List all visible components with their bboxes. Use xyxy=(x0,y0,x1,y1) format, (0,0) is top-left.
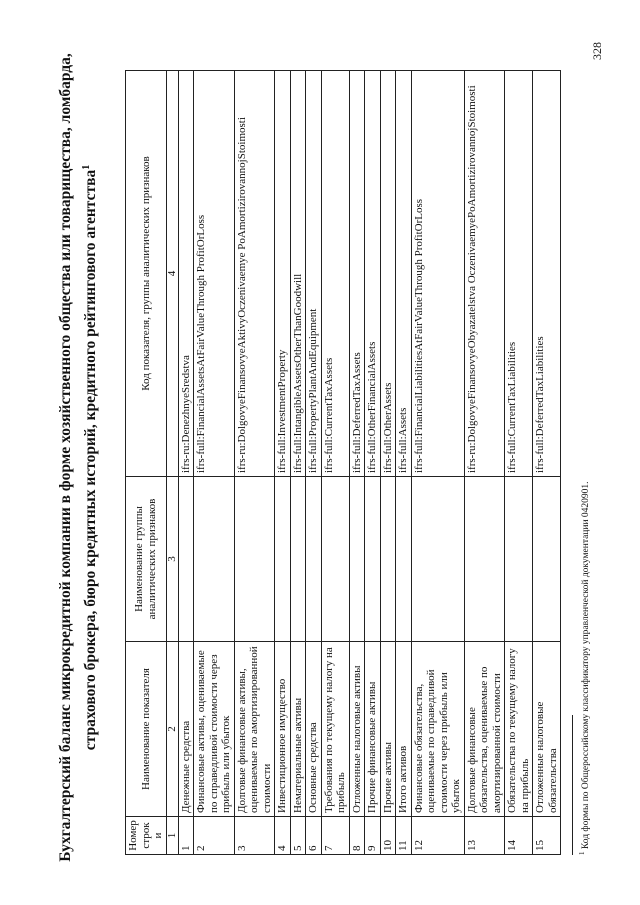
group-name-cell xyxy=(365,477,381,642)
title-line-1: Бухгалтерский баланс микрокредитной компании в форме хозяйственного общества или товарищества, ломбарда, xyxy=(57,53,74,862)
table-row xyxy=(306,71,322,855)
row-number-cell: 2 xyxy=(194,817,235,855)
column-number-2: 2 xyxy=(166,642,178,817)
column-number-1: 1 xyxy=(166,817,178,855)
table-row xyxy=(178,71,194,855)
table-row xyxy=(380,71,396,855)
page-number: 328 xyxy=(590,42,604,60)
indicator-name-cell: Отложенные налоговые обязательства xyxy=(533,642,561,817)
table-row xyxy=(411,71,464,855)
column-number-row xyxy=(166,71,178,855)
indicator-code-cell: ifrs-ru:DenezhnyeSredstva xyxy=(178,71,194,477)
group-name-cell xyxy=(533,477,561,642)
table-row xyxy=(464,71,505,855)
indicator-code-cell: ifrs-full:DeferredTaxAssets xyxy=(349,71,365,477)
group-name-cell xyxy=(464,477,505,642)
indicator-name-cell: Отложенные налоговые активы xyxy=(349,642,365,817)
table-row xyxy=(365,71,381,855)
row-number-cell: 10 xyxy=(380,817,396,855)
indicator-code-cell: ifrs-full:OtherFinancialAssets xyxy=(365,71,381,477)
group-name-cell xyxy=(275,477,291,642)
footnote xyxy=(578,481,591,855)
footnote-text: Код формы по Общероссийскому классификатору управленческой документации 0420901. xyxy=(581,481,592,850)
table-row xyxy=(275,71,291,855)
indicator-code-cell: ifrs-ru:DolgovyeFinansovyeAktivyOczenivaemye PoAmortizirovannojStoimosti xyxy=(234,71,275,477)
group-name-cell xyxy=(234,477,275,642)
header-indicator-code: Код показателя, группы аналитических признаков xyxy=(126,71,167,477)
column-number-3: 3 xyxy=(166,477,178,642)
table-row xyxy=(349,71,365,855)
table-row xyxy=(533,71,561,855)
group-name-cell xyxy=(380,477,396,642)
indicator-name-cell: Итого активов xyxy=(396,642,412,817)
indicator-name-cell: Инвестиционное имущество xyxy=(275,642,291,817)
indicator-code-cell: ifrs-full:CurrentTaxAssets xyxy=(321,71,349,477)
row-number-cell: 13 xyxy=(464,817,505,855)
page-title xyxy=(55,50,101,865)
indicator-name-cell: Финансовые активы, оцениваемые по справедливой стоимости через прибыль или убыток xyxy=(194,642,235,817)
table-row xyxy=(290,71,306,855)
group-name-cell xyxy=(178,477,194,642)
indicator-name-cell: Основные средства xyxy=(306,642,322,817)
table-row xyxy=(396,71,412,855)
row-number-cell: 9 xyxy=(365,817,381,855)
indicator-code-cell: ifrs-full:OtherAssets xyxy=(380,71,396,477)
indicator-code-cell: ifrs-full:InvestmentProperty xyxy=(275,71,291,477)
group-name-cell xyxy=(349,477,365,642)
header-group-name: Наименование группы аналитических признаков xyxy=(126,477,167,642)
group-name-cell xyxy=(290,477,306,642)
indicator-name-cell: Нематериальные активы xyxy=(290,642,306,817)
row-number-cell: 6 xyxy=(306,817,322,855)
table-body xyxy=(178,71,561,855)
row-number-cell: 8 xyxy=(349,817,365,855)
indicator-name-cell: Денежные средства xyxy=(178,642,194,817)
indicator-code-cell: ifrs-full:FinancialAssetsAtFairValueThrough ProfitOrLoss xyxy=(194,71,235,477)
group-name-cell xyxy=(396,477,412,642)
row-number-cell: 11 xyxy=(396,817,412,855)
table-row xyxy=(321,71,349,855)
column-number-4: 4 xyxy=(166,71,178,477)
row-number-cell: 5 xyxy=(290,817,306,855)
indicator-name-cell: Обязательства по текущему налогу на прибыль xyxy=(505,642,533,817)
indicator-name-cell: Финансовые обязательства, оцениваемые по справедливой стоимости через прибыль или убыток xyxy=(411,642,464,817)
title-footnote-marker: 1 xyxy=(81,164,92,170)
group-name-cell xyxy=(306,477,322,642)
table-header-row xyxy=(126,71,167,855)
group-name-cell xyxy=(194,477,235,642)
indicator-code-cell: ifrs-full:Assets xyxy=(396,71,412,477)
header-row-number: Номер строки xyxy=(126,817,167,855)
indicator-code-cell: ifrs-full:FinancialLiabilitiesAtFairValueThrough ProfitOrLoss xyxy=(411,71,464,477)
table-row xyxy=(194,71,235,855)
row-number-cell: 7 xyxy=(321,817,349,855)
group-name-cell xyxy=(505,477,533,642)
indicator-name-cell: Долговые финансовые обязательства, оцениваемые по амортизированной стоимости xyxy=(464,642,505,817)
indicator-code-cell: ifrs-full:IntangibleAssetsOtherThanGoodwill xyxy=(290,71,306,477)
header-indicator-name: Наименование показателя xyxy=(126,642,167,817)
footnote-divider xyxy=(572,715,573,855)
indicator-code-cell: ifrs-ru:DolgovyeFinansovyeObyazatelstva OczenivaemyePoAmortizirovannojStoimosti xyxy=(464,71,505,477)
row-number-cell: 1 xyxy=(178,817,194,855)
row-number-cell: 3 xyxy=(234,817,275,855)
table-row xyxy=(505,71,533,855)
group-name-cell xyxy=(321,477,349,642)
indicator-name-cell: Прочие активы xyxy=(380,642,396,817)
row-number-cell: 12 xyxy=(411,817,464,855)
group-name-cell xyxy=(411,477,464,642)
indicator-code-cell: ifrs-full:DeferredTaxLiabilities xyxy=(533,71,561,477)
table-row xyxy=(234,71,275,855)
indicator-code-cell: ifrs-full:CurrentTaxLiabilities xyxy=(505,71,533,477)
balance-sheet-table xyxy=(125,70,561,855)
indicator-name-cell: Требования по текущему налогу на прибыль xyxy=(321,642,349,817)
row-number-cell: 14 xyxy=(505,817,533,855)
title-line-2: страхового брокера, бюро кредитных историй, кредитного рейтингового агентства xyxy=(82,169,100,751)
footnote-marker: 1 xyxy=(578,851,586,855)
indicator-code-cell: ifrs-full:PropertyPlantAndEquipment xyxy=(306,71,322,477)
row-number-cell: 4 xyxy=(275,817,291,855)
indicator-name-cell: Прочие финансовые активы xyxy=(365,642,381,817)
indicator-name-cell: Долговые финансовые активы, оцениваемые по амортизированной стоимости xyxy=(234,642,275,817)
row-number-cell: 15 xyxy=(533,817,561,855)
